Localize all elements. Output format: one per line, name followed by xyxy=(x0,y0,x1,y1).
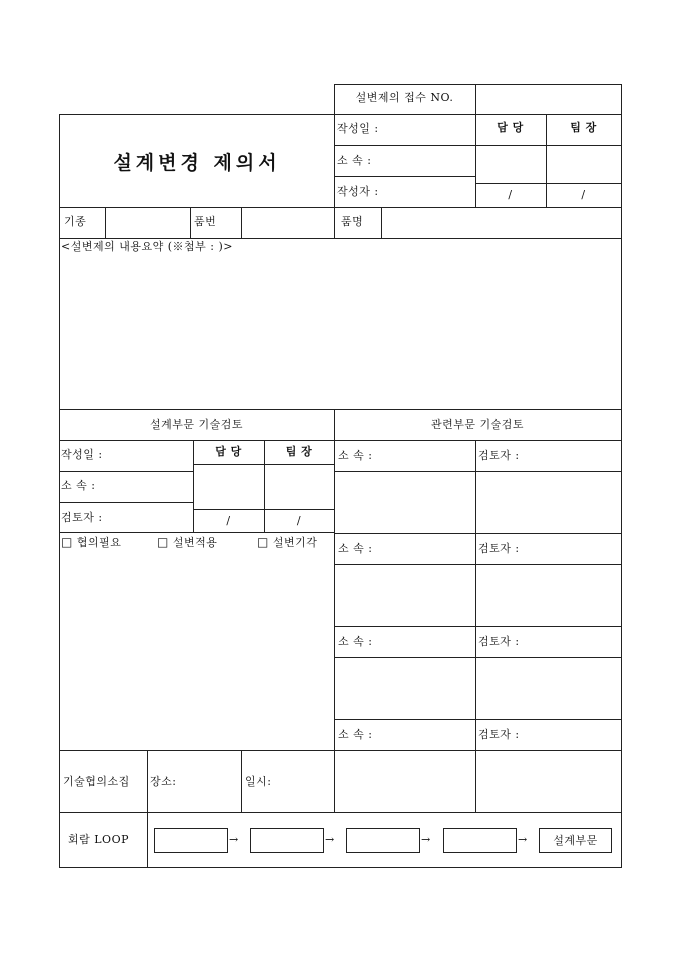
meeting-place-label: 장소: xyxy=(150,775,177,788)
related-dept-label-3: 소 속 : xyxy=(338,635,373,648)
manager-date-slash: / xyxy=(508,188,513,201)
form-title: 설계변경 제의서 xyxy=(113,152,281,174)
summary-label: <설변제의 내용요약 (※첨부 : )> xyxy=(61,240,233,253)
design-leader-label: 팀 장 xyxy=(285,445,313,458)
manager-sign-box[interactable] xyxy=(476,146,545,182)
option-consult-label: 협의필요 xyxy=(76,536,122,549)
circulation-step-1[interactable] xyxy=(154,828,228,853)
design-date-label: 작성일 : xyxy=(61,448,103,461)
arrow-icon: → xyxy=(421,833,431,846)
related-dept-label-1: 소 속 : xyxy=(338,449,373,462)
option-consult[interactable] xyxy=(61,535,121,550)
part-no-field[interactable] xyxy=(242,208,334,237)
approval-leader-label: 팀 장 xyxy=(570,121,597,134)
checkbox-icon[interactable]: □ xyxy=(157,535,169,549)
model-field[interactable] xyxy=(106,208,190,237)
design-manager-slash: / xyxy=(226,514,231,527)
checkbox-icon[interactable]: □ xyxy=(257,535,269,549)
approval-author-label: 작성자 : xyxy=(337,185,379,198)
design-dept-label: 소 속 : xyxy=(61,479,96,492)
part-name-field[interactable] xyxy=(382,208,621,237)
part-name-label: 품명 xyxy=(341,215,364,228)
related-review-header: 관련부문 기술검토 xyxy=(430,418,524,431)
option-apply[interactable] xyxy=(157,535,217,550)
checkbox-icon[interactable]: □ xyxy=(61,535,73,549)
design-review-header: 설계부문 기술검토 xyxy=(149,418,243,431)
arrow-icon: → xyxy=(518,833,528,846)
circulation-final-step[interactable] xyxy=(539,828,612,853)
meeting-datetime-label: 일시: xyxy=(245,775,272,788)
related-reviewer-label-3: 검토자 : xyxy=(478,635,520,648)
summary-textarea[interactable] xyxy=(60,256,621,408)
receipt-no-field[interactable] xyxy=(476,85,621,113)
design-review-notes[interactable] xyxy=(60,551,334,750)
arrow-icon: → xyxy=(325,833,335,846)
receipt-no-label: 설변제의 접수 NO. xyxy=(355,91,454,104)
option-reject[interactable] xyxy=(257,535,317,550)
approval-date-label: 작성일 : xyxy=(337,122,379,135)
related-reviewer-label-2: 검토자 : xyxy=(478,542,520,555)
part-no-label: 품번 xyxy=(194,215,217,228)
leader-date-slash: / xyxy=(581,188,586,201)
design-manager-sign-box[interactable] xyxy=(194,465,264,509)
related-reviewer-label-4: 검토자 : xyxy=(478,728,520,741)
design-leader-sign-box[interactable] xyxy=(265,465,334,509)
option-apply-label: 설변적용 xyxy=(172,536,218,549)
approval-manager-label: 담 당 xyxy=(497,121,524,134)
design-manager-label: 담 당 xyxy=(215,445,242,458)
approval-dept-label: 소 속 : xyxy=(337,154,372,167)
option-reject-label: 설변기각 xyxy=(272,536,318,549)
circulation-label: 회람 LOOP xyxy=(68,833,129,846)
leader-sign-box[interactable] xyxy=(547,146,621,182)
related-reviewer-label-1: 검토자 : xyxy=(478,449,520,462)
model-label: 기종 xyxy=(64,215,87,228)
meeting-label: 기술협의소집 xyxy=(63,775,130,788)
related-dept-label-2: 소 속 : xyxy=(338,542,373,555)
circulation-step-4[interactable] xyxy=(443,828,517,853)
design-reviewer-label: 검토자 : xyxy=(61,511,103,524)
circulation-final-label: 설계부문 xyxy=(553,834,598,847)
arrow-icon: → xyxy=(229,833,239,846)
circulation-step-3[interactable] xyxy=(346,828,420,853)
circulation-step-2[interactable] xyxy=(250,828,324,853)
related-dept-label-4: 소 속 : xyxy=(338,728,373,741)
design-leader-slash: / xyxy=(296,514,302,527)
